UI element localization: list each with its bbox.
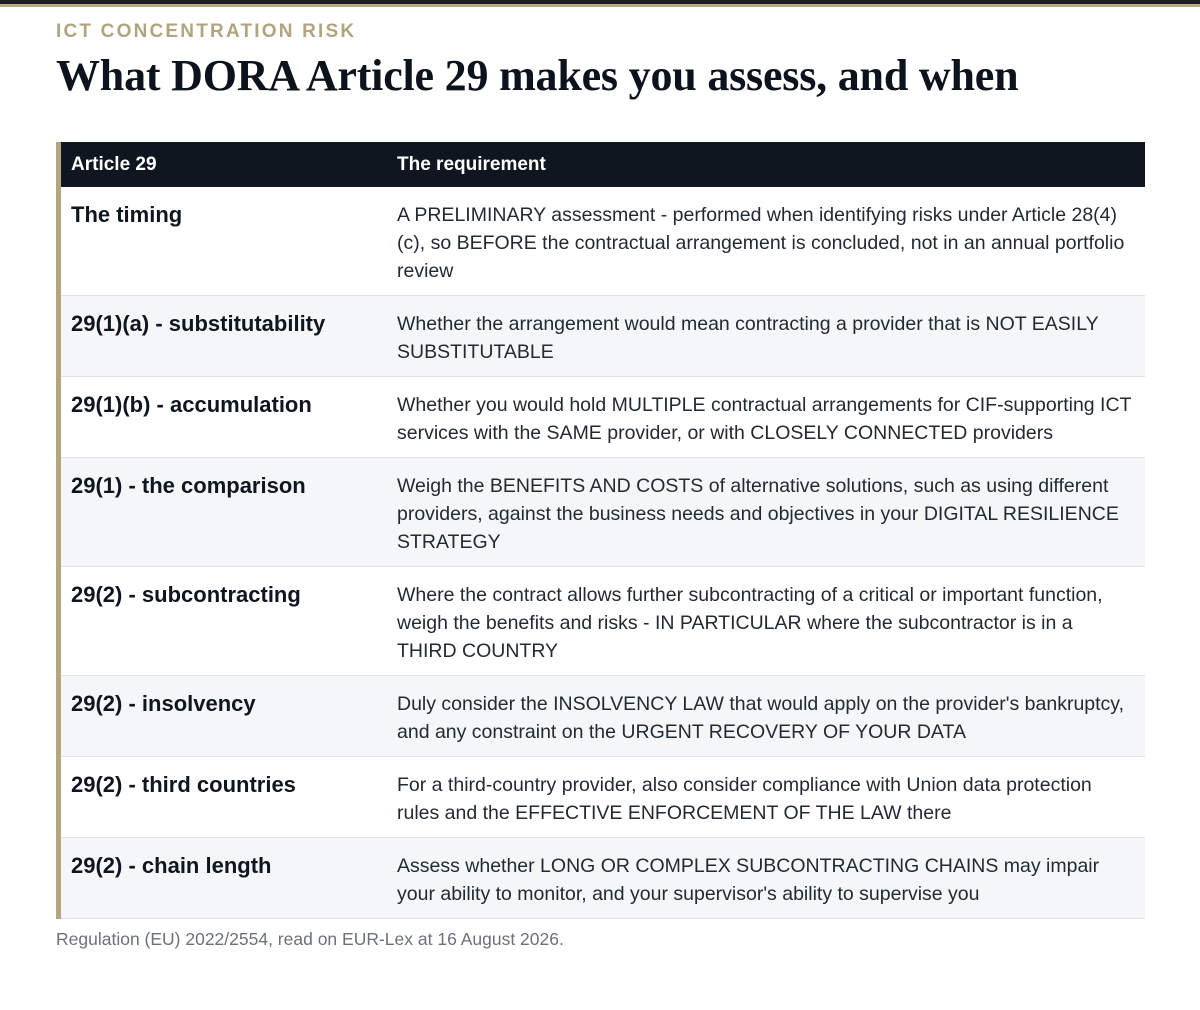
table-row [61, 377, 1145, 458]
row-label: 29(2) - subcontracting [61, 567, 387, 676]
row-text: Where the contract allows further subcontracting of a critical or important function, weigh the benefits and risks - IN PARTICULAR where the subcontractor is in a THIRD COUNTRY [387, 567, 1145, 676]
table-row [61, 567, 1145, 676]
table-row [61, 458, 1145, 567]
row-text: For a third-country provider, also consider compliance with Union data protection rules and the EFFECTIVE ENFORCEMENT OF THE LAW there [387, 757, 1145, 838]
column-header-article: Article 29 [61, 142, 387, 187]
row-label: 29(1)(b) - accumulation [61, 377, 387, 458]
row-label: 29(2) - insolvency [61, 676, 387, 757]
row-label: 29(1) - the comparison [61, 458, 387, 567]
requirements-table [56, 142, 1145, 919]
row-text: Whether you would hold MULTIPLE contractual arrangements for CIF-supporting ICT services with the SAME provider, or with CLOSELY CONNECTED providers [387, 377, 1145, 458]
table-row [61, 296, 1145, 377]
page-title: What DORA Article 29 makes you assess, and when [56, 51, 1019, 100]
row-text: Assess whether LONG OR COMPLEX SUBCONTRACTING CHAINS may impair your ability to monitor, and your supervisor's ability to supervise you [387, 838, 1145, 919]
table-row [61, 838, 1145, 919]
row-label: 29(2) - chain length [61, 838, 387, 919]
row-text: A PRELIMINARY assessment - performed when identifying risks under Article 28(4)(c), so BEFORE the contractual arrangement is concluded, not in an annual portfolio review [387, 187, 1145, 296]
row-text: Weigh the BENEFITS AND COSTS of alternative solutions, such as using different providers, against the business needs and objectives in your DIGITAL RESILIENCE STRATEGY [387, 458, 1145, 567]
row-text: Whether the arrangement would mean contracting a provider that is NOT EASILY SUBSTITUTABLE [387, 296, 1145, 377]
row-text: Duly consider the INSOLVENCY LAW that would apply on the provider's bankruptcy, and any constraint on the URGENT RECOVERY OF YOUR DATA [387, 676, 1145, 757]
row-label: The timing [61, 187, 387, 296]
column-header-requirement: The requirement [387, 142, 1145, 187]
table-header-row [61, 142, 1145, 187]
top-rule [0, 0, 1200, 7]
eyebrow-label: ICT CONCENTRATION RISK [56, 21, 357, 42]
row-label: 29(1)(a) - substitutability [61, 296, 387, 377]
table-row [61, 187, 1145, 296]
row-label: 29(2) - third countries [61, 757, 387, 838]
table-row [61, 757, 1145, 838]
source-note: Regulation (EU) 2022/2554, read on EUR-Lex at 16 August 2026. [56, 929, 564, 949]
table-row [61, 676, 1145, 757]
